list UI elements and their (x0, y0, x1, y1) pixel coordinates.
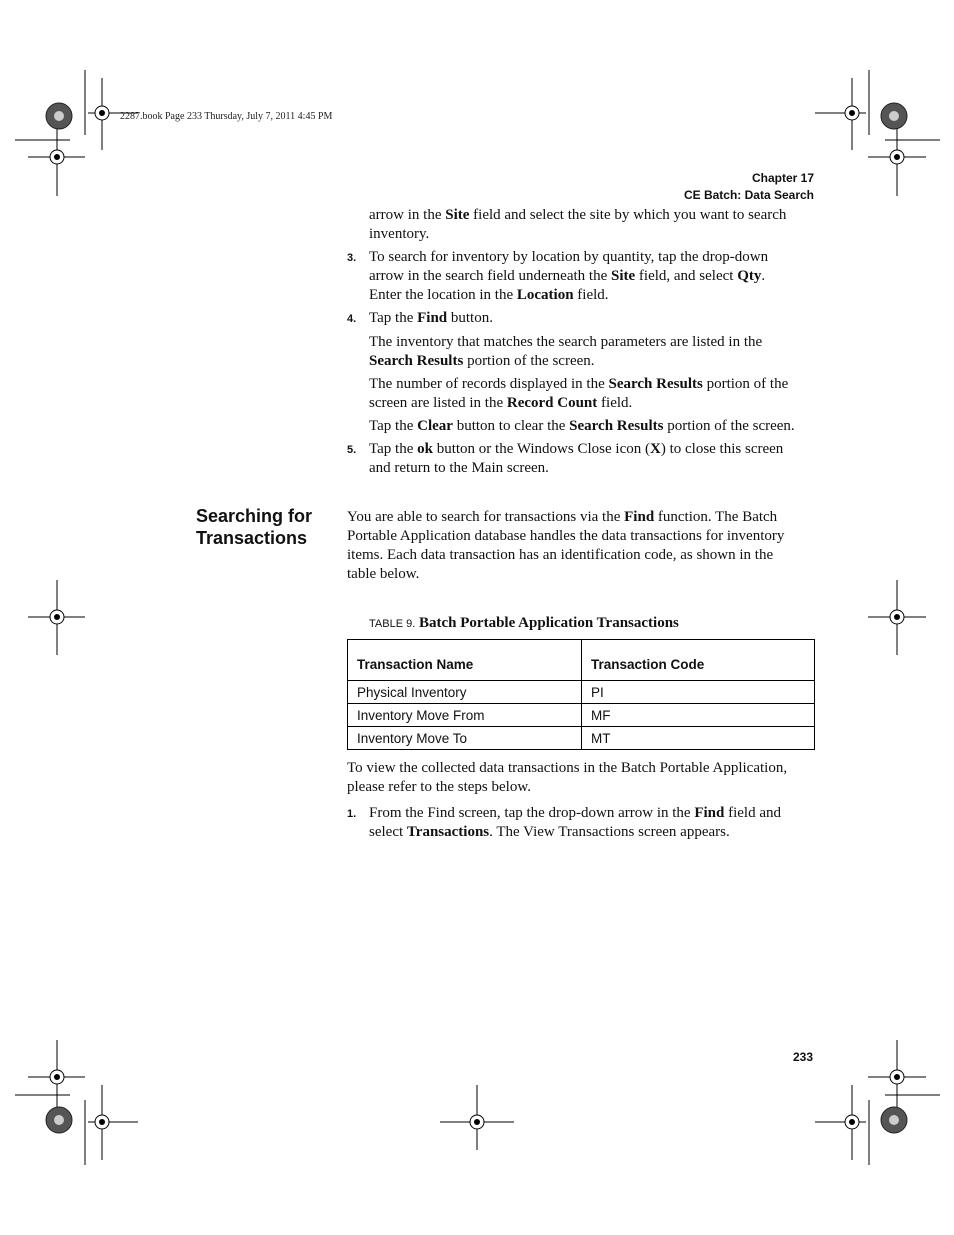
table-cell: Inventory Move To (348, 727, 582, 750)
step-number: 1. (347, 808, 357, 820)
text-run: . (761, 268, 766, 284)
bold-term: Transactions (406, 824, 490, 840)
text-run: Enter the location in the (369, 287, 517, 303)
section-heading-line2: Transactions (196, 528, 308, 548)
table-cell: Inventory Move From (348, 704, 582, 727)
bold-term: Clear (417, 418, 453, 434)
table-caption-label: TABLE 9. (369, 618, 416, 630)
bold-term: Search Results (569, 418, 664, 434)
text-run: field. (573, 287, 609, 303)
text-run: button to clear the (452, 418, 570, 434)
step-4-text (369, 309, 493, 328)
text-run: Tap the (369, 441, 418, 457)
text-run: . The View Transactions screen appears. (489, 824, 730, 840)
text-run: and return to the Main screen. (369, 460, 549, 476)
text-run: screen are listed in the (369, 395, 507, 411)
intro-continuation-line2: inventory. (369, 226, 430, 242)
paragraph-clear (369, 417, 795, 436)
text-line (369, 804, 781, 823)
text-run: table below. (347, 566, 420, 582)
text-run: Tap the (369, 418, 418, 434)
text-run: To search for inventory by location by quantity, tap the drop-down (369, 249, 769, 265)
text-line (369, 417, 795, 436)
text-run: arrow in the (369, 207, 446, 223)
text-run: arrow in the search field underneath the (369, 268, 611, 284)
table-row (348, 727, 815, 750)
text-run: field, and select (635, 268, 738, 284)
text-run: field and select the site by which you want to search (469, 207, 787, 223)
section-heading (196, 505, 312, 549)
text-run: portion of the screen. (663, 418, 795, 434)
text-run: Portable Application database handles the data transactions for inventory (347, 528, 785, 544)
text-line (369, 286, 768, 305)
text-run: button or the Windows Close icon ( (432, 441, 650, 457)
column-header: Transaction Name (348, 640, 582, 681)
bold-term: Qty (737, 268, 762, 284)
after-table-paragraph (347, 759, 787, 797)
bold-term: X (649, 441, 661, 457)
step-1-text (369, 804, 781, 842)
step-3-text (369, 248, 768, 305)
text-line (347, 527, 784, 546)
text-line (347, 778, 787, 797)
page-number: 233 (793, 1050, 814, 1064)
paragraph-search-results (369, 333, 762, 371)
table-cell: MT (582, 727, 815, 750)
bold-term: Search Results (369, 353, 464, 369)
text-line (369, 352, 762, 371)
text-line (347, 565, 784, 584)
bold-term: Search Results (608, 376, 703, 392)
table-header-row (348, 640, 815, 681)
step-number: 3. (347, 252, 357, 264)
text-run: portion of the (702, 376, 789, 392)
text-line (369, 375, 788, 394)
paragraph-record-count (369, 375, 788, 413)
running-header-title: CE Batch: Data Search (683, 188, 814, 202)
text-run: The number of records displayed in the (369, 376, 609, 392)
text-line (369, 823, 781, 842)
column-header: Transaction Code (582, 640, 815, 681)
bold-term: Find (417, 310, 448, 326)
text-run: ) to close this screen (660, 441, 784, 457)
bold-term: ok (417, 441, 433, 457)
intro-continuation-line1 (369, 206, 786, 225)
text-run: portion of the screen. (463, 353, 595, 369)
step-5-text (369, 440, 783, 478)
text-line (369, 248, 768, 267)
text-line (369, 459, 783, 478)
text-line (369, 333, 762, 352)
text-run: function. The Batch (654, 509, 778, 525)
table-cell: PI (582, 681, 815, 704)
text-run: From the Find screen, tap the drop-down arrow in the (369, 805, 695, 821)
step-number: 5. (347, 444, 357, 456)
bold-term: Find (694, 805, 725, 821)
print-slug: 2287.book Page 233 Thursday, July 7, 2011 4:45 PM (120, 111, 333, 122)
section-intro (347, 508, 784, 584)
text-run: field. (597, 395, 633, 411)
transactions-table (347, 639, 815, 750)
bold-term: Site (445, 207, 470, 223)
text-line (369, 267, 768, 286)
text-run: items. Each data transaction has an identification code, as shown in the (347, 547, 774, 563)
text-run: You are able to search for transactions via the (347, 509, 625, 525)
table-row (348, 704, 815, 727)
table-row (348, 681, 815, 704)
text-run: button. (447, 310, 493, 326)
bold-term: Record Count (506, 395, 598, 411)
text-run: please refer to the steps below. (347, 779, 531, 795)
text-run: Tap the (369, 310, 418, 326)
table-cell: Physical Inventory (348, 681, 582, 704)
bold-term: Find (624, 509, 655, 525)
text-line (347, 508, 784, 527)
running-header-chapter: Chapter 17 (751, 171, 814, 185)
text-line (369, 440, 783, 459)
text-run: select (369, 824, 407, 840)
text-line (369, 394, 788, 413)
text-run: The inventory that matches the search parameters are listed in the (369, 334, 763, 350)
table-caption (369, 615, 679, 632)
text-line (347, 546, 784, 565)
bold-term: Site (610, 268, 636, 284)
text-run: To view the collected data transactions in the Batch Portable Application, (347, 760, 788, 776)
step-number: 4. (347, 313, 357, 325)
table-caption-title: Batch Portable Application Transactions (419, 615, 679, 631)
bold-term: Location (516, 287, 574, 303)
text-run: field and (724, 805, 782, 821)
text-line (347, 759, 787, 778)
section-heading-line1: Searching for (196, 506, 313, 526)
table-cell: MF (582, 704, 815, 727)
